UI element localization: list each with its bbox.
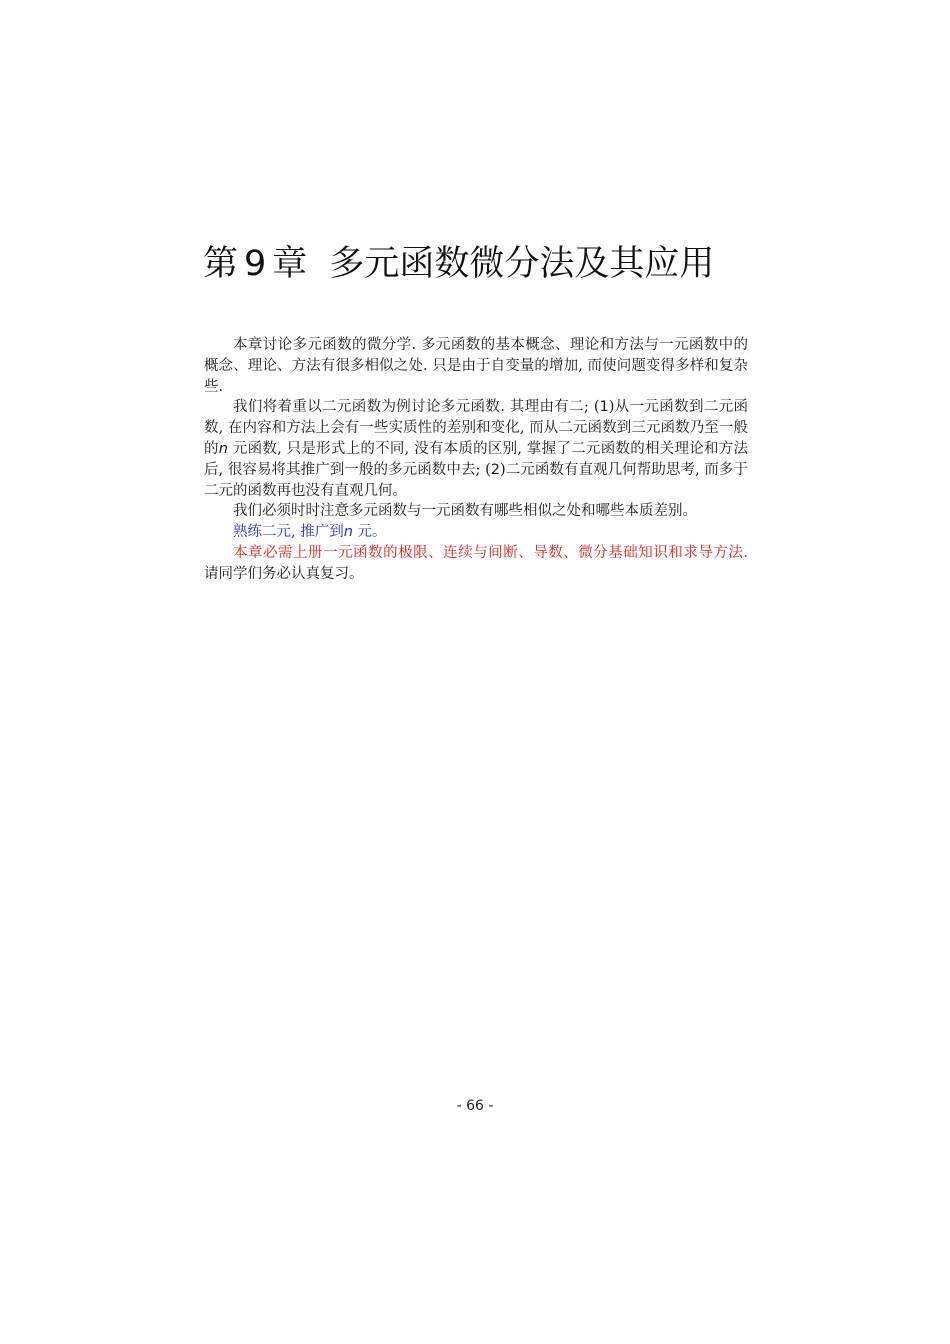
paragraph-prerequisites — [204, 543, 748, 585]
paragraph-note — [204, 501, 748, 522]
reason-number-2: 2 — [490, 461, 500, 478]
prerequisites-highlight: 本章必需上册一元函数的极限、连续与间断、导数、微分基础知识和求导方法. — [233, 544, 748, 561]
motto-text-b: 元。 — [357, 524, 387, 541]
reasons-text-b: )从一元函数到二元函数, 在内容和方法上会有一些实质性的差别和变化, 而从二元函数到三元函数乃至一般的 — [204, 399, 748, 457]
chapter-number: 9 — [244, 244, 267, 284]
chapter-prefix: 第 — [203, 244, 239, 284]
paragraph-reasons — [204, 397, 748, 501]
chapter-heading: 多元函数微分法及其应用 — [329, 244, 715, 284]
paragraph-overview-text: 本章讨论多元函数的微分学. 多元函数的基本概念、理论和方法与一元函数中的概念、理论、方法有很多相似之处. 只是由于自变量的增加, 而使问题变得多样和复杂些. — [204, 337, 748, 395]
chapter-title — [203, 238, 763, 290]
prerequisites-reminder: 请同学们务必认真复习。 — [204, 565, 364, 582]
chapter-intro — [204, 335, 748, 585]
motto-text-a: 熟练二元, 推广到 — [233, 524, 344, 541]
variable-n: n — [218, 440, 228, 457]
reasons-text-a: 我们将着重以二元函数为例讨论多元函数. 其理由有二; ( — [233, 399, 600, 416]
reasons-text-d: )二元函数有直观几何帮助思考, 而多于二元的函数再也没有直观几何。 — [204, 461, 748, 499]
paragraph-motto — [204, 522, 748, 543]
paragraph-note-text: 我们必须时时注意多元函数与一元函数有哪些相似之处和哪些本质差别。 — [233, 503, 697, 520]
reason-number-1: 1 — [599, 399, 609, 416]
reasons-text-c: 元函数, 只是形式上的不同, 没有本质的区别, 掌握了二元函数的相关理论和方法后, 很容易将其推广到一般的多元函数中去; ( — [204, 440, 749, 478]
motto-variable-n: n — [343, 524, 353, 541]
page-number: - 66 - — [456, 1098, 494, 1114]
chapter-suffix: 章 — [272, 244, 308, 284]
paragraph-overview — [204, 335, 748, 397]
